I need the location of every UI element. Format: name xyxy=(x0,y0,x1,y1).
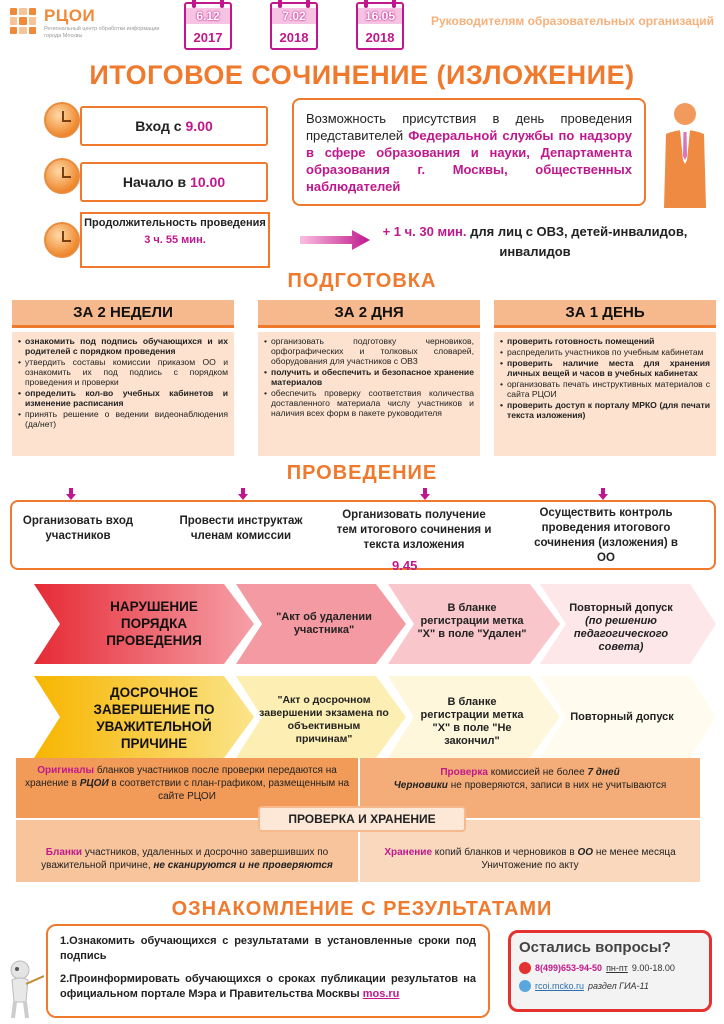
date-day: 6.12 xyxy=(186,8,230,24)
clock-icon xyxy=(44,102,80,138)
violation-head: НАРУШЕНИЕ ПОРЯДКА ПРОВЕДЕНИЯ xyxy=(106,599,202,648)
storage-keep-text xyxy=(366,846,694,872)
exec-topics-time: 9.45 xyxy=(392,558,418,573)
site-link[interactable]: rcoi.mcko.ru xyxy=(535,981,585,991)
start-time-pill xyxy=(80,162,268,202)
check-text: комиссией не более xyxy=(490,767,585,778)
date-year: 2018 xyxy=(365,30,395,45)
prep-title: ПОДГОТОВКА xyxy=(287,270,437,292)
originals-text: бланков участников после проверки передаются на хранение в xyxy=(24,765,337,789)
businessman-icon xyxy=(660,100,710,210)
prep-column-body xyxy=(258,332,480,456)
arrow-down-icon xyxy=(420,488,430,500)
storage-blanks-text xyxy=(22,846,352,872)
exec-step-briefing: Провести инструктаж членам комиссии xyxy=(179,515,303,542)
violation-mark: В бланке регистрации метка "Х" в поле "Удален" xyxy=(417,602,527,640)
blanks-text: участников, удаленных и досрочно завершивших по уважительной причине, xyxy=(41,847,329,871)
blanks-key: Бланки xyxy=(45,847,83,858)
prep-column-2-weeks xyxy=(12,300,234,456)
calendar-date-2 xyxy=(270,2,318,50)
phone-icon xyxy=(519,962,531,974)
violation-readmit-box xyxy=(556,602,686,654)
ovz-extra: + 1 ч. 30 мин. xyxy=(382,224,467,239)
destroy-note: Уничтожение по акту xyxy=(481,860,579,871)
logo-icon xyxy=(10,8,36,34)
prep-column-head: ЗА 2 ДНЯ xyxy=(258,300,480,328)
web-icon xyxy=(519,980,531,992)
keep-oo: ОО xyxy=(577,847,594,858)
results-box xyxy=(46,924,490,1018)
start-time: 10.00 xyxy=(190,174,226,190)
calendar-date-3 xyxy=(356,2,404,50)
phone-hours: 9.00-18.00 xyxy=(631,963,675,973)
duration-pill xyxy=(80,212,270,268)
list-item: • проверить готовность помещений xyxy=(500,336,710,346)
storage-badge: ПРОВЕРКА И ХРАНЕНИЕ xyxy=(258,806,466,832)
audience-note: Руководителям образовательных организаций xyxy=(430,14,714,28)
early-mark: В бланке регистрации метка "Х" в поле "Не закончил" xyxy=(420,696,524,747)
list-item: • принять решение о ведении видеонаблюдения (да/нет) xyxy=(18,409,228,429)
check-days: 7 дней xyxy=(587,767,620,778)
site-section: раздел ГИА-11 xyxy=(588,981,649,991)
exec-step-entry: Организовать вход участников xyxy=(22,515,134,542)
date-year: 2017 xyxy=(193,30,223,45)
list-item: • обеспечить проверку соответствия количества доставленного материала числу участников и наличия всех форм в пакете руководителя xyxy=(264,388,474,418)
questions-box xyxy=(508,930,712,1012)
list-item: • проверить наличие места для хранения личных вещей и часов в учебных кабинетах xyxy=(500,358,710,378)
drafts-text: не проверяются, записи в них не учитываются xyxy=(450,780,667,791)
pointer-figure-icon xyxy=(4,958,44,1020)
early-readmit: Повторный допуск xyxy=(570,711,674,723)
early-head: ДОСРОЧНОЕ ЗАВЕРШЕНИЕ ПО УВАЖИТЕЛЬНОЙ ПРИЧИНЕ xyxy=(93,685,215,751)
list-item: • утвердить составы комиссии приказом ОО и ознакомить их под подпись с порядком проведения и проверки xyxy=(18,357,228,387)
presence-lead: Возможность присутствия в день проведения представителей xyxy=(306,111,632,143)
phone-line xyxy=(519,962,701,974)
logo-text: РЦОИ xyxy=(44,6,96,25)
duration-value: 3 ч. 55 мин. xyxy=(144,234,206,246)
arrow-right-icon xyxy=(300,228,370,252)
exec-title: ПРОВЕДЕНИЕ xyxy=(286,462,438,484)
arrow-down-icon xyxy=(598,488,608,500)
calendar-date-1 xyxy=(184,2,232,50)
originals-key: Оригиналы xyxy=(37,765,95,776)
arrow-down-icon xyxy=(238,488,248,500)
presence-orgs: Федеральной службы по надзору в сфере образования и науки, Департамента образования г. Москвы, общественных наблюдателей xyxy=(306,128,632,194)
prep-column-body xyxy=(494,332,716,456)
site-line xyxy=(519,980,701,992)
prep-column-2-days xyxy=(258,300,480,456)
mos-ru-link[interactable]: mos.ru xyxy=(362,988,400,1000)
list-item: • организовать печать инструктивных материалов с сайта РЦОИ xyxy=(500,379,710,399)
keep-tail: не менее месяца xyxy=(595,847,676,858)
keep-text: копий бланков и черновиков в xyxy=(434,847,575,858)
results-item-2: 2.Проинформировать обучающихся о сроках публикации результатов на официальном портале Мэра и Правительства Москвы xyxy=(60,973,476,1000)
date-day: 16.05 xyxy=(358,8,402,24)
prep-column-1-day xyxy=(494,300,716,456)
storage-originals-text xyxy=(22,764,352,803)
prep-column-head: ЗА 1 ДЕНЬ xyxy=(494,300,716,328)
entry-label: Вход с xyxy=(135,118,182,134)
storage-check-text xyxy=(366,766,694,792)
list-item: • определить кол-во учебных кабинетов и изменение расписания xyxy=(18,388,228,408)
start-label: Начало в xyxy=(122,174,187,190)
ovz-note xyxy=(380,222,690,262)
check-key: Проверка xyxy=(440,767,488,778)
violation-readmit: Повторный допуск xyxy=(569,602,673,614)
violation-readmit-note: (по решению педагогического совета) xyxy=(573,615,669,653)
questions-title: Остались вопросы? xyxy=(519,939,671,956)
phone-days: пн-пт xyxy=(606,963,628,973)
exec-step-topics: Организовать получение тем итогового сочинения и текста изложения xyxy=(336,509,492,551)
results-title: ОЗНАКОМЛЕНИЕ С РЕЗУЛЬТАТАМИ xyxy=(171,898,553,920)
ovz-rest: для лиц с ОВЗ, детей-инвалидов, инвалидов xyxy=(470,224,688,259)
presence-box xyxy=(292,98,646,206)
clock-icon xyxy=(44,222,80,258)
originals-rcoi: РЦОИ xyxy=(79,778,109,789)
list-item: • распределить участников по учебным кабинетам xyxy=(500,347,710,357)
list-item: • проверить доступ к порталу МРКО (для печати текста изложения) xyxy=(500,400,710,420)
duration-label: Продолжительность проведения xyxy=(84,217,266,229)
page-title: ИТОГОВОЕ СОЧИНЕНИЕ (ИЗЛОЖЕНИЕ) xyxy=(89,60,635,90)
prep-column-head: ЗА 2 НЕДЕЛИ xyxy=(12,300,234,328)
drafts-key: Черновики xyxy=(393,780,448,791)
logo-subtitle: Региональный центр обработки информации города Москвы xyxy=(44,26,160,39)
list-item: • получить и обеспечить и безопасное хранение материалов xyxy=(264,367,474,387)
entry-time-pill xyxy=(80,106,268,146)
date-day: 7.02 xyxy=(272,8,316,24)
entry-time: 9.00 xyxy=(185,118,213,134)
date-year: 2018 xyxy=(279,30,309,45)
results-item-1: 1.Ознакомить обучающихся с результатами в установленные сроки под подпись xyxy=(60,935,476,962)
violation-act: "Акт об удалении участника" xyxy=(276,611,372,636)
list-item: • организовать подготовку черновиков, орфографических и толковых словарей, оборудования для участников с ОВЗ xyxy=(264,336,474,366)
exec-step-control: Осуществить контроль проведения итогового сочинения (изложения) в ОО xyxy=(534,507,678,564)
originals-tail: в соответствии с план-графиком, размещенным на сайте РЦОИ xyxy=(111,778,350,802)
phone-number[interactable]: 8(499)653-94-50 xyxy=(535,963,603,973)
clock-icon xyxy=(44,158,80,194)
blanks-note: не сканируются и не проверяются xyxy=(153,860,333,871)
early-act: "Акт о досрочном завершении экзамена по объективным причинам" xyxy=(259,694,389,745)
arrow-down-icon xyxy=(66,488,76,500)
list-item: • ознакомить под подпись обучающихся и их родителей с порядком проведения xyxy=(18,336,228,356)
prep-column-body xyxy=(12,332,234,456)
keep-key: Хранение xyxy=(384,847,433,858)
